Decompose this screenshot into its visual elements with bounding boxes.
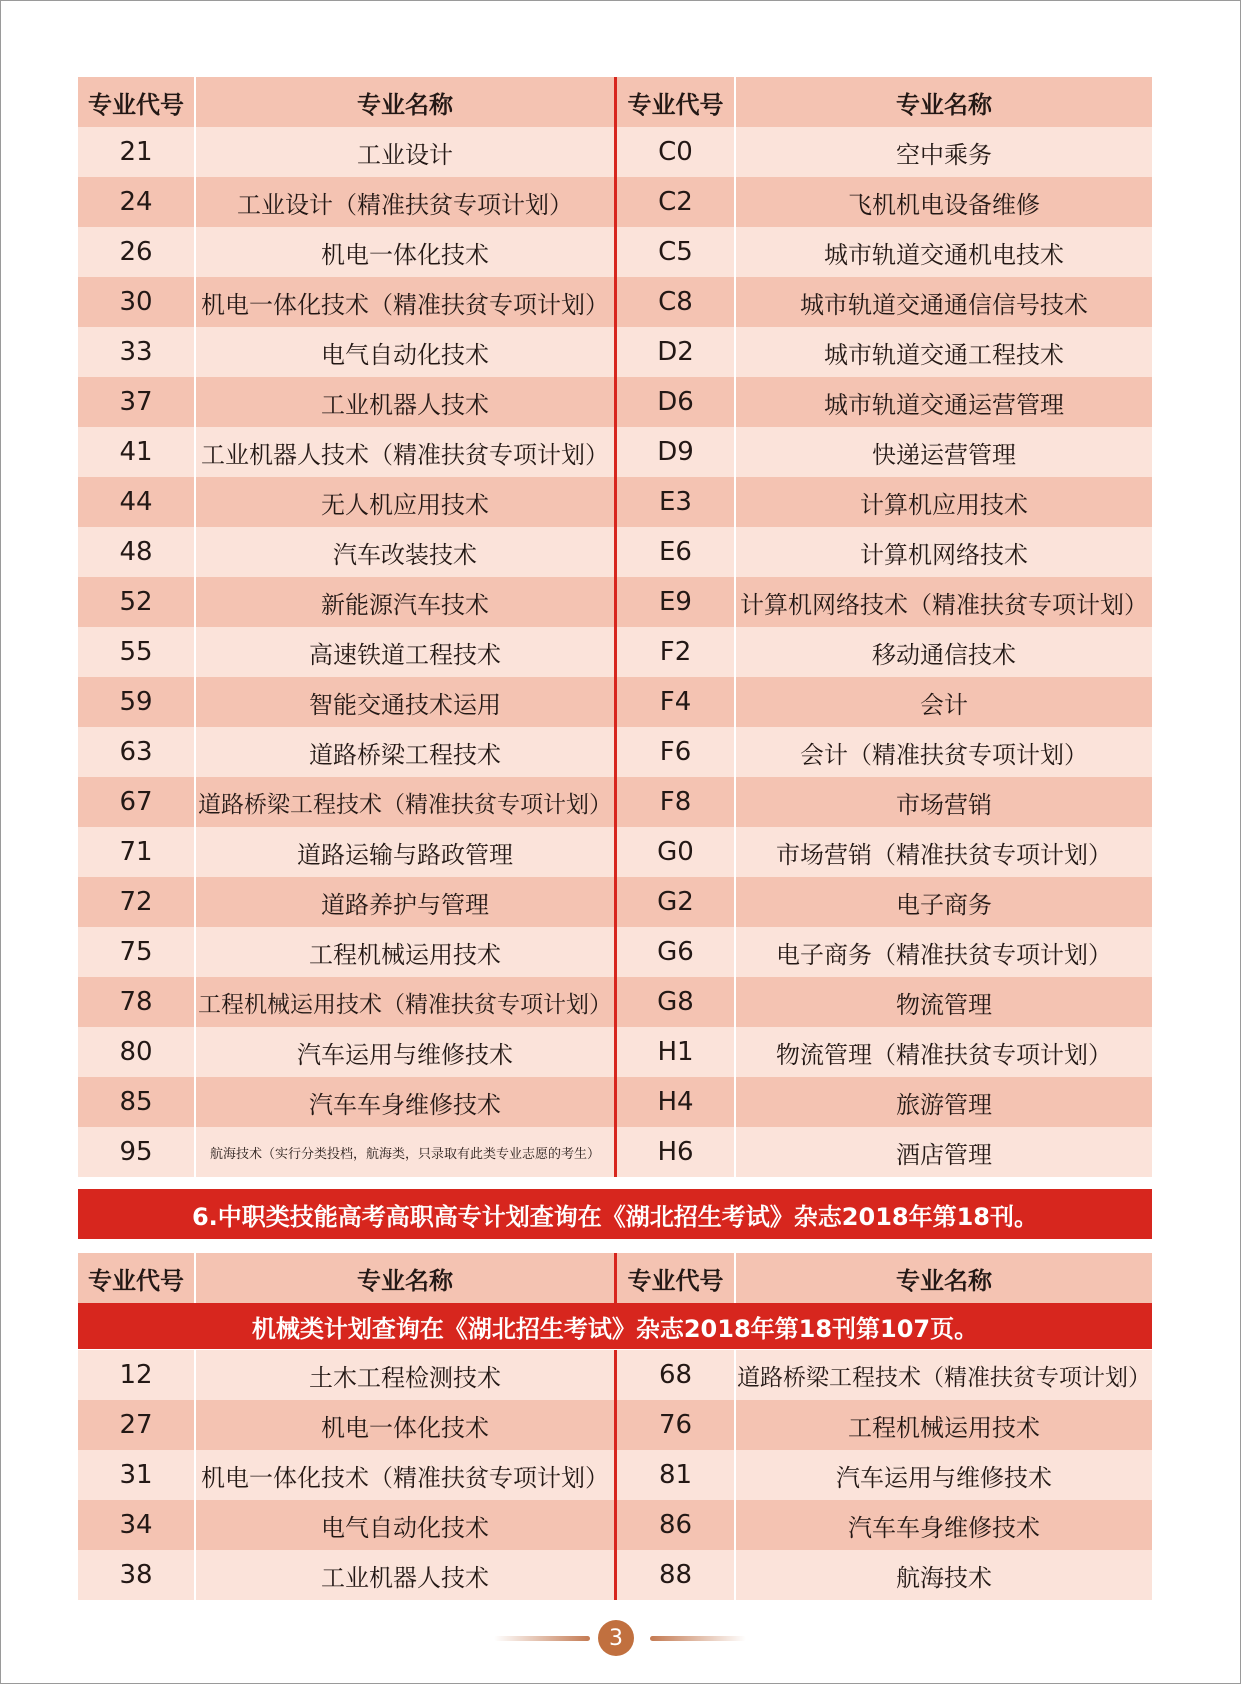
- table-row: [78, 177, 1152, 227]
- major-code: 88: [617, 1550, 736, 1600]
- header-name: 专业名称: [196, 1253, 617, 1303]
- major-name: 无人机应用技术: [196, 477, 617, 527]
- major-code: F2: [617, 627, 736, 677]
- major-code: 85: [78, 1077, 196, 1127]
- major-name: 工程机械运用技术: [196, 927, 617, 977]
- major-code: 95: [78, 1127, 196, 1177]
- major-name: 高速铁道工程技术: [196, 627, 617, 677]
- major-code: 75: [78, 927, 196, 977]
- major-code: 78: [78, 977, 196, 1027]
- major-code: C0: [617, 127, 736, 177]
- major-code: 80: [78, 1027, 196, 1077]
- footer-line-right: [650, 1636, 746, 1641]
- header-name: 专业名称: [736, 77, 1152, 127]
- major-code: 37: [78, 377, 196, 427]
- table-row: [78, 227, 1152, 277]
- major-code: G8: [617, 977, 736, 1027]
- major-name: 会计（精准扶贫专项计划）: [736, 727, 1152, 777]
- major-code: G6: [617, 927, 736, 977]
- header-code: 专业代号: [617, 1253, 736, 1303]
- major-name: 工业机器人技术: [196, 1550, 617, 1600]
- major-code: E6: [617, 527, 736, 577]
- major-table-2: [78, 1350, 1152, 1600]
- major-name: 汽车运用与维修技术: [736, 1450, 1152, 1500]
- table-header: [78, 77, 1152, 127]
- major-code: C8: [617, 277, 736, 327]
- major-name: 航海技术（实行分类投档，航海类，只录取有此类专业志愿的考生）: [196, 1127, 617, 1177]
- major-name: 计算机网络技术（精准扶贫专项计划）: [736, 577, 1152, 627]
- section-banner: 6.中职类技能高考高职高专计划查询在《湖北招生考试》杂志2018年第18刊。: [78, 1189, 1152, 1239]
- major-code: C5: [617, 227, 736, 277]
- major-code: H6: [617, 1127, 736, 1177]
- table-row: [78, 277, 1152, 327]
- table-row: [78, 527, 1152, 577]
- major-code: 59: [78, 677, 196, 727]
- major-name: 物流管理（精准扶贫专项计划）: [736, 1027, 1152, 1077]
- major-code: D6: [617, 377, 736, 427]
- major-name: 移动通信技术: [736, 627, 1152, 677]
- major-code: 41: [78, 427, 196, 477]
- table-row: [78, 477, 1152, 527]
- major-name: 道路桥梁工程技术（精准扶贫专项计划）: [736, 1350, 1152, 1400]
- table-row: [78, 377, 1152, 427]
- major-code: 52: [78, 577, 196, 627]
- major-code: G2: [617, 877, 736, 927]
- major-code: 81: [617, 1450, 736, 1500]
- header-code: 专业代号: [617, 77, 736, 127]
- table-row: [78, 627, 1152, 677]
- major-name: 汽车车身维修技术: [736, 1500, 1152, 1550]
- major-name: 电子商务: [736, 877, 1152, 927]
- major-name: 飞机机电设备维修: [736, 177, 1152, 227]
- major-code: 72: [78, 877, 196, 927]
- table-row: [78, 727, 1152, 777]
- major-name: 机电一体化技术: [196, 227, 617, 277]
- major-name: 会计: [736, 677, 1152, 727]
- major-name: 物流管理: [736, 977, 1152, 1027]
- major-name: 工业设计: [196, 127, 617, 177]
- major-code: 55: [78, 627, 196, 677]
- table-row: [78, 977, 1152, 1027]
- table-row: [78, 1350, 1152, 1400]
- major-code: 68: [617, 1350, 736, 1400]
- major-code: F6: [617, 727, 736, 777]
- major-code: F4: [617, 677, 736, 727]
- major-code: 34: [78, 1500, 196, 1550]
- major-name: 汽车运用与维修技术: [196, 1027, 617, 1077]
- major-name: 机电一体化技术（精准扶贫专项计划）: [196, 1450, 617, 1500]
- major-name: 市场营销: [736, 777, 1152, 827]
- major-code: D2: [617, 327, 736, 377]
- major-name: 道路养护与管理: [196, 877, 617, 927]
- major-name: 酒店管理: [736, 1127, 1152, 1177]
- table-row: [78, 577, 1152, 627]
- table-row: [78, 1500, 1152, 1550]
- table-row: [78, 427, 1152, 477]
- major-name: 工程机械运用技术（精准扶贫专项计划）: [196, 977, 617, 1027]
- major-code: 44: [78, 477, 196, 527]
- major-code: 38: [78, 1550, 196, 1600]
- major-code: 30: [78, 277, 196, 327]
- major-name: 市场营销（精准扶贫专项计划）: [736, 827, 1152, 877]
- major-name: 土木工程检测技术: [196, 1350, 617, 1400]
- table-row: [78, 927, 1152, 977]
- major-code: 67: [78, 777, 196, 827]
- major-name: 城市轨道交通机电技术: [736, 227, 1152, 277]
- major-name: 空中乘务: [736, 127, 1152, 177]
- major-name: 工业设计（精准扶贫专项计划）: [196, 177, 617, 227]
- major-code: 31: [78, 1450, 196, 1500]
- major-name: 工业机器人技术（精准扶贫专项计划）: [196, 427, 617, 477]
- major-name: 电气自动化技术: [196, 327, 617, 377]
- major-table-1: [78, 77, 1152, 1177]
- major-name: 旅游管理: [736, 1077, 1152, 1127]
- table-row: [78, 1450, 1152, 1500]
- header-code: 专业代号: [78, 77, 196, 127]
- header-code: 专业代号: [78, 1253, 196, 1303]
- major-code: C2: [617, 177, 736, 227]
- table-row: [78, 1550, 1152, 1600]
- major-name: 计算机应用技术: [736, 477, 1152, 527]
- major-name: 快递运营管理: [736, 427, 1152, 477]
- major-name: 城市轨道交通通信信号技术: [736, 277, 1152, 327]
- major-code: 26: [78, 227, 196, 277]
- major-name: 城市轨道交通工程技术: [736, 327, 1152, 377]
- major-code: 48: [78, 527, 196, 577]
- table-row: [78, 827, 1152, 877]
- major-code: F8: [617, 777, 736, 827]
- major-code: H1: [617, 1027, 736, 1077]
- table-row: [78, 877, 1152, 927]
- major-code: H4: [617, 1077, 736, 1127]
- major-name: 工程机械运用技术: [736, 1400, 1152, 1450]
- page-footer: [0, 1608, 1241, 1668]
- major-name: 电气自动化技术: [196, 1500, 617, 1550]
- major-name: 电子商务（精准扶贫专项计划）: [736, 927, 1152, 977]
- header-name: 专业名称: [196, 77, 617, 127]
- major-name: 计算机网络技术: [736, 527, 1152, 577]
- table-row: [78, 1027, 1152, 1077]
- major-code: 12: [78, 1350, 196, 1400]
- major-code: 33: [78, 327, 196, 377]
- major-name: 机电一体化技术: [196, 1400, 617, 1450]
- major-code: E9: [617, 577, 736, 627]
- page-number: 3: [598, 1620, 634, 1656]
- table-row: [78, 1400, 1152, 1450]
- footer-line-left: [494, 1636, 590, 1641]
- major-table-2-header: [78, 1253, 1152, 1303]
- major-name: 城市轨道交通运营管理: [736, 377, 1152, 427]
- major-code: 76: [617, 1400, 736, 1450]
- major-name: 汽车车身维修技术: [196, 1077, 617, 1127]
- table-row: [78, 127, 1152, 177]
- table-row: [78, 327, 1152, 377]
- major-name: 工业机器人技术: [196, 377, 617, 427]
- major-code: 71: [78, 827, 196, 877]
- table-row: [78, 1127, 1152, 1177]
- major-name: 航海技术: [736, 1550, 1152, 1600]
- table-row: [78, 1077, 1152, 1127]
- sub-banner: 机械类计划查询在《湖北招生考试》杂志2018年第18刊第107页。: [78, 1303, 1152, 1349]
- major-code: 86: [617, 1500, 736, 1550]
- major-name: 道路桥梁工程技术: [196, 727, 617, 777]
- major-code: D9: [617, 427, 736, 477]
- major-name: 道路运输与路政管理: [196, 827, 617, 877]
- major-code: E3: [617, 477, 736, 527]
- table-row: [78, 777, 1152, 827]
- major-code: 21: [78, 127, 196, 177]
- major-code: 24: [78, 177, 196, 227]
- major-name: 新能源汽车技术: [196, 577, 617, 627]
- header-name: 专业名称: [736, 1253, 1152, 1303]
- major-name: 机电一体化技术（精准扶贫专项计划）: [196, 277, 617, 327]
- major-name: 汽车改装技术: [196, 527, 617, 577]
- table-row: [78, 677, 1152, 727]
- major-code: 63: [78, 727, 196, 777]
- major-code: G0: [617, 827, 736, 877]
- major-name: 道路桥梁工程技术（精准扶贫专项计划）: [196, 777, 617, 827]
- major-code: 27: [78, 1400, 196, 1450]
- major-name: 智能交通技术运用: [196, 677, 617, 727]
- table-header: [78, 1253, 1152, 1303]
